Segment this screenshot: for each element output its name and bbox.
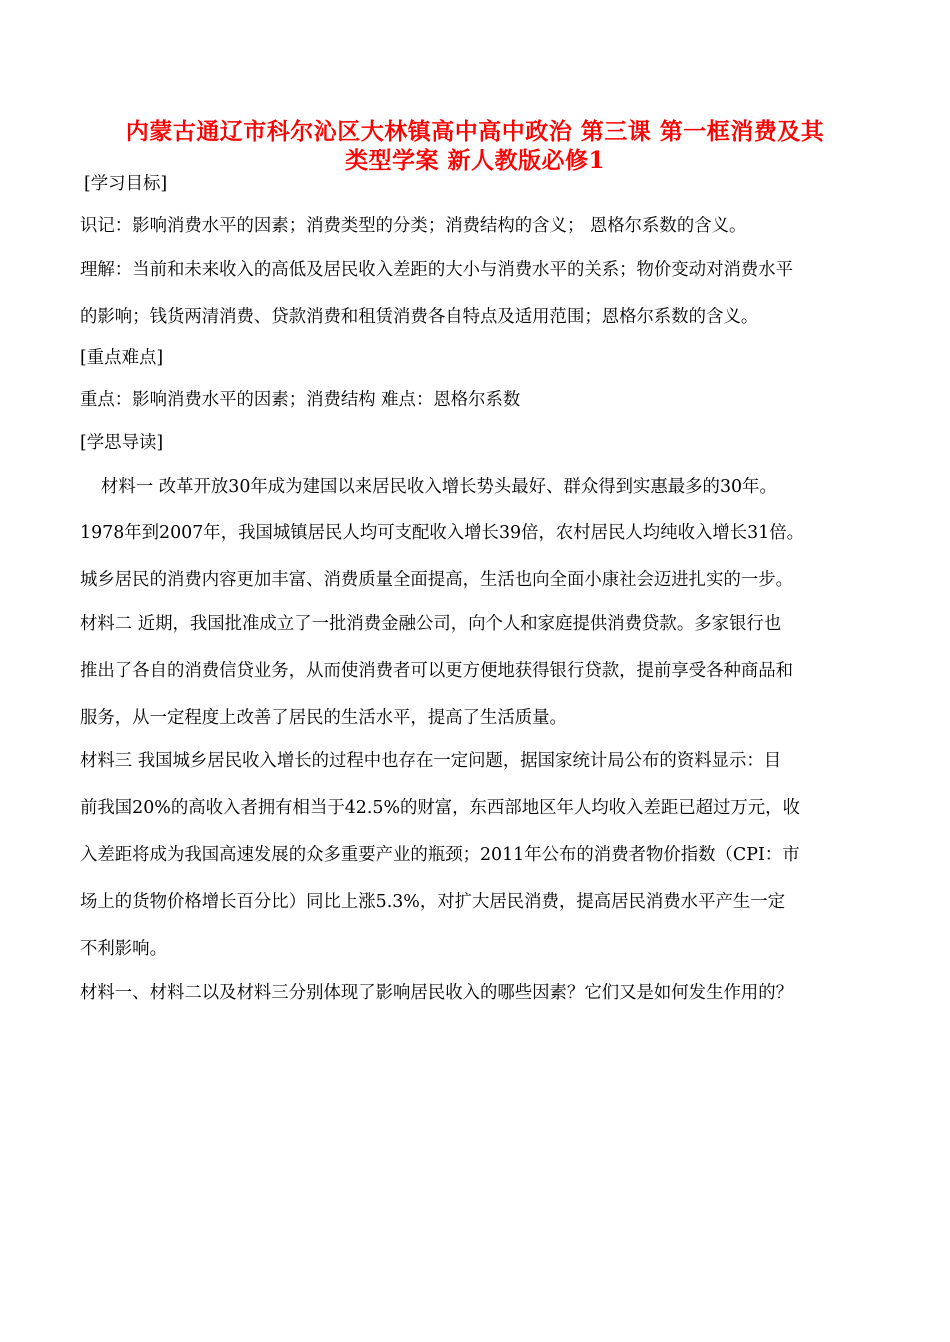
guide-heading: [学思导读] bbox=[80, 433, 164, 453]
material-3-line-4: 场上的货物价格增长百分比）同比上涨5.3%，对扩大居民消费，提高居民消费水平产生一定 bbox=[80, 892, 786, 912]
material-3-line-1: 材料三 我国城乡居民收入增长的过程中也存在一定问题，据国家统计局公布的资料显示：目 bbox=[80, 751, 782, 771]
material-1-line-3: 城乡居民的消费内容更加丰富、消费质量全面提高，生活也向全面小康社会迈进扎实的一步。 bbox=[80, 570, 794, 590]
material-2-line-2: 推出了各自的消费信贷业务，从而使消费者可以更方便地获得银行贷款，提前享受各种商品和 bbox=[80, 661, 794, 681]
document-title-line-2: 类型学案 新人教版必修1 bbox=[344, 147, 605, 174]
material-1-line-1: 材料一 改革开放30年成为建国以来居民收入增长势头最好、群众得到实惠最多的30年。 bbox=[101, 477, 777, 497]
material-2-line-3: 服务，从一定程度上改善了居民的生活水平，提高了生活质量。 bbox=[80, 708, 567, 728]
goals-understand-line-1: 理解：当前和未来收入的高低及居民收入差距的大小与消费水平的关系；物价变动对消费水平 bbox=[80, 260, 794, 280]
material-2-line-1: 材料二 近期，我国批准成立了一批消费金融公司，向个人和家庭提供消费贷款。多家银行也 bbox=[80, 614, 782, 634]
document-title-line-1: 内蒙古通辽市科尔沁区大林镇高中高中政治 第三课 第一框消费及其 bbox=[125, 118, 825, 145]
goals-heading: [学习目标] bbox=[84, 174, 168, 194]
goals-memorize: 识记：影响消费水平的因素；消费类型的分类；消费结构的含义； 恩格尔系数的含义。 bbox=[80, 216, 747, 236]
material-1-line-2: 1978年到2007年，我国城镇居民人均可支配收入增长39倍，农村居民人均纯收入增长31倍。 bbox=[80, 523, 805, 543]
key-points-heading: [重点难点] bbox=[80, 348, 164, 368]
discussion-question: 材料一、材料二以及材料三分别体现了影响居民收入的哪些因素？它们又是如何发生作用的？ bbox=[80, 983, 794, 1003]
material-3-line-5: 不利影响。 bbox=[80, 939, 167, 959]
key-points-text: 重点：影响消费水平的因素；消费结构 难点：恩格尔系数 bbox=[80, 390, 521, 410]
material-3-line-3: 入差距将成为我国高速发展的众多重要产业的瓶颈；2011年公布的消费者物价指数（CPI：市 bbox=[80, 845, 800, 865]
material-3-line-2: 前我国20%的高收入者拥有相当于42.5%的财富，东西部地区年人均收入差距已超过万元，收 bbox=[80, 798, 800, 818]
goals-understand-line-2: 的影响；钱货两清消费、贷款消费和租赁消费各自特点及适用范围；恩格尔系数的含义。 bbox=[80, 307, 759, 327]
